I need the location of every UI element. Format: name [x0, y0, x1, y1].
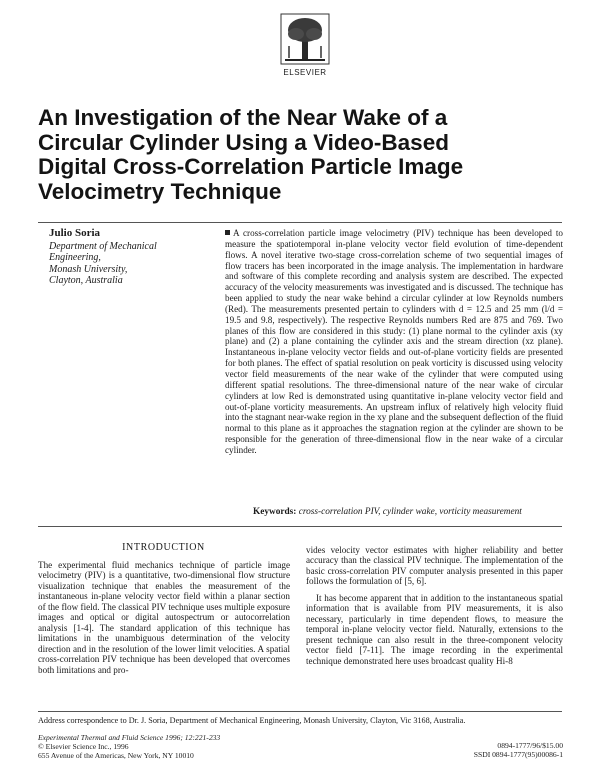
- abstract-marker-icon: [225, 230, 230, 235]
- paper-title: An Investigation of the Near Wake of a Circular Cylinder Using a Video-Based Digital Cross-Correlation Particle Image Velocimetry Technique: [38, 105, 464, 204]
- intro-paragraph-1: The experimental fluid mechanics technique of particle image velocimetry (PIV) is a quantitative, two-dimensional flow structure visualization technique that enables the measurement of the instantaneous in-plane velocity vector field within a planar section of the flow field. The classical PIV technique uses multiple exposure images and optical or digital autospectrum or autocorrelation analysis [1-4]. The standard application of this technique has limitations in the unambiguous determination of the velocity direction and in the resolution of the lower limit velocities. A spatial cross-correlation PIV technique has been developed that overcomes both limitations and pro-: [38, 560, 290, 675]
- abstract-text: A cross-correlation particle image velocimetry (PIV) technique has been developed to measure the spatiotemporal in-plane velocity vector field evolution of time-dependent flows. A novel iterative two-stage cross-correlation scheme of two sequential images of flow tracers has been incorporated in the image analysis. The implementation in hardware and software of this complete recording and analysis system are described. The expected accuracy of the velocity measurements was investigated and is discussed. The technique has been applied to study the near wake behind a circular cylinder at low Reynolds numbers (Red). The measurements presented pertain to cylinders with d = 12.5 and 25 mm (l/d = 19.5 and 9.8, respectively). The respective Reynolds numbers Red are 875 and 769. Two planes of this flow are considered in this study: (1) plane normal to the cylinder axis (xy plane) and (2) a plane containing the cylinder axis and the stream direction (xz plane). Instantaneous in-plane velocity vector fields and out-of-plane vorticity fields are presented for both planes. The effect of spatial resolution on peak vorticity is discussed using velocity vector field measurements of the near wake of the cylinder that were computed using different spatial resolutions. The three-dimensional nature of the near wake of circular cylinders at low Red is demonstrated using quantitative in-plane velocity vector field and out-of-plane vorticity measurements. An upstream influx of relatively high velocity fluid into the stagnant near-wake region in the xy plane and the subsequent deflection of the fluid normal to this plane as it approaches the stagnation region at the cylinder are shown to be responsible for the generation of three-dimensional flow in the near wake of a circular cylinder.: [225, 228, 563, 455]
- publisher-name: ELSEVIER: [283, 68, 327, 77]
- author-location: Clayton, Australia: [49, 275, 123, 286]
- publisher-logo: [275, 12, 335, 80]
- body-column-left: [38, 560, 290, 675]
- issn: 0894-1777/96/$15.00: [497, 741, 563, 750]
- keywords-label: Keywords:: [253, 507, 297, 517]
- elsevier-tree-logo: [275, 12, 335, 68]
- author-university: Monash University,: [49, 263, 128, 275]
- keywords-text: cross-correlation PIV, cylinder wake, vorticity measurement: [298, 507, 522, 517]
- footer-right: [470, 742, 563, 760]
- copyright: © Elsevier Science Inc., 1996: [38, 741, 129, 751]
- title-rule: [38, 222, 562, 223]
- footnote-rule: [38, 711, 562, 712]
- intro-paragraph-3: It has become apparent that in addition to the instantaneous spatial information that is available from PIV measurements, it is also necessary, particularly in time dependent flows, to measure the temporal in-plane velocity vector field. Naturally, extensions to the present technique can also result in the three-component velocity vector field [7-11]. The image recording in the experimental technique demonstrated here uses broadcast quality Hi-8: [306, 592, 563, 666]
- keywords: [253, 507, 563, 518]
- journal-citation: Experimental Thermal and Fluid Science 1996; 12:221-233: [38, 733, 221, 742]
- correspondence-note: Address correspondence to Dr. J. Soria, Department of Mechanical Engineering, Monash University, Clayton, Vic 3168, Australia.: [38, 716, 466, 725]
- author-name: Julio Soria: [49, 227, 101, 239]
- footer-left: [38, 734, 368, 761]
- section-heading-introduction: INTRODUCTION: [122, 542, 205, 553]
- body-column-right: [306, 545, 563, 666]
- intro-paragraph-2: vides velocity vector estimates with higher reliability and better accuracy than the classical PIV technique. The implementation of the basic cross-correlation PIV computer analysis presented in this paper follows the formulation of [5, 6].: [306, 545, 563, 587]
- author-block: [49, 228, 199, 287]
- publisher-address: 655 Avenue of the Americas, New York, NY 10010: [38, 750, 194, 760]
- pii: SSDI 0894-1777(95)00086-1: [473, 749, 563, 759]
- author-department: Department of Mechanical Engineering,: [49, 240, 157, 263]
- abstract: [225, 228, 563, 456]
- keywords-rule: [38, 526, 562, 527]
